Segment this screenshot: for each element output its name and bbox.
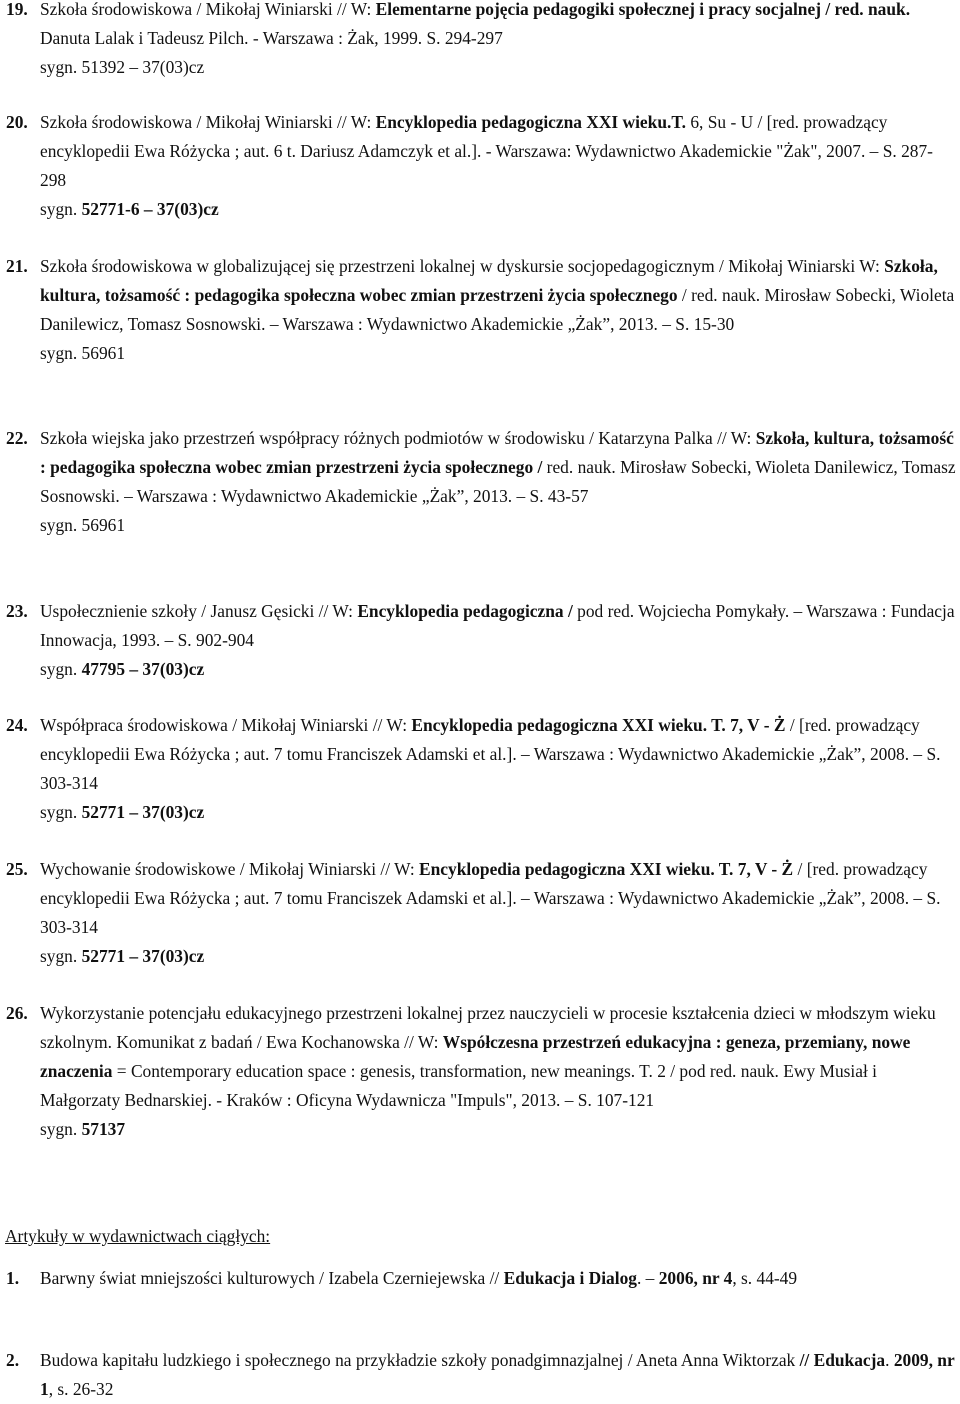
entry-source-title: Współczesna przestrzeń edukacyjna : geneza, przemiany, nowe znaczenia [40,1032,911,1081]
entry-source-title: Encyklopedia pedagogiczna XXI wieku.T. [375,112,686,132]
entry-text: Wykorzystanie potencjału edukacyjnego przestrzeni lokalnej przez nauczycieli w procesie kształcenia dzieci w młodszym wieku szkolnym. Komunikat z badań / Ewa Kochanowska // W: [40,1003,936,1052]
entry-shelfmark: sygn. 56961 [40,515,126,535]
bibliography-entry-20 [6,108,956,224]
bibliography-entry-19 [6,0,956,82]
article-entry-2: 2. Budowa kapitału ludzkiego i społecznego na przykładzie szkoły ponadgimnazjalnej / Aneta Anna Wiktorzak // Edukacja. 2009, nr 1, s. 26-32 [6,1346,956,1404]
entry-text-continued: = Contemporary education space : genesis, transformation, new meanings. T. 2 / pod red. nauk. Ewy Musiał i Małgorzaty Bednarskiej. - Kraków : Oficyna Wydawnicza "Impuls", 2013. – S. 107-121 [40,1061,877,1110]
entry-shelfmark: sygn. 51392 – 37(03)cz [40,57,205,77]
entry-text-continued: Danuta Lalak i Tadeusz Pilch. - Warszawa : Żak, 1999. S. 294-297 [40,28,503,48]
entry-number: 1. [6,1268,20,1288]
entry-number: 20. [6,112,28,132]
entry-text: Barwny świat mniejszości kulturowych / Izabela Czerniejewska // [40,1268,504,1288]
entry-pages: , s. 44-49 [732,1268,798,1288]
entry-number: 22. [6,428,28,448]
entry-text: Budowa kapitału ludzkiego i społecznego na przykładzie szkoły ponadgimnazjalnej / Aneta Anna Wiktorzak [40,1350,800,1370]
entry-shelfmark: sygn. 47795 – 37(03)cz [40,659,205,679]
entry-text-continued: / [red. prowadzący encyklopedii Ewa Różycka ; aut. 7 tomu Franciszek Adamski et al.]. – Warszawa : Wydawnictwo Akademickie „Żak”, 2008. – S. 303-314 [40,859,941,937]
entry-source-title: Szkoła, kultura, tożsamość : pedagogika społeczna wobec zmian przestrzeni życia społecznego / [40,428,954,477]
entry-source-title: Szkoła, kultura, tożsamość : pedagogika społeczna wobec zmian przestrzeni życia społecznego [40,256,938,305]
section-heading: Artykuły w wydawnictwach ciągłych: [5,1226,271,1246]
journal-issue: 2009, nr 1 [40,1350,955,1399]
entry-text-continued: red. nauk. Mirosław Sobecki, Wioleta Danilewicz, Tomasz Sosnowski. – Warszawa : Wydawnictwo Akademickie „Żak”, 2013. – S. 43-57 [40,457,956,506]
entry-number: 25. [6,859,28,879]
entry-shelfmark: sygn. 56961 [40,343,126,363]
entry-source-title: Encyklopedia pedagogiczna XXI wieku. T. 7, V - Ż [411,715,786,735]
entry-text: Uspołecznienie szkoły / Janusz Gęsicki // W: [40,601,358,621]
bibliography-entry-25 [6,855,956,971]
entry-number: 23. [6,601,28,621]
entry-pages: , s. 26-32 [48,1379,114,1399]
entry-number: 24. [6,715,28,735]
entry-shelfmark: sygn. 52771-6 – 37(03)cz [40,199,219,219]
entry-text-continued: pod red. Wojciecha Pomykały. – Warszawa : Fundacja Innowacja, 1993. – S. 902-904 [40,601,955,650]
entry-shelfmark: sygn. 52771 – 37(03)cz [40,946,205,966]
entry-text: Szkoła środowiskowa / Mikołaj Winiarski // W: [40,0,376,19]
entry-shelfmark: sygn. 57137 [40,1119,126,1139]
entry-number: 2. [6,1350,20,1370]
bibliography-entry-26 [6,999,956,1144]
entry-source-title: Encyklopedia pedagogiczna XXI wieku. T. 7, V - Ż [419,859,794,879]
bibliography-entry-21 [6,252,956,368]
journal-title: Edukacja i Dialog [503,1268,637,1288]
bibliography-entry-22 [6,424,956,540]
entry-number: 19. [6,0,28,19]
bibliography-entry-23 [6,597,956,684]
entry-number: 26. [6,1003,28,1023]
article-entry-1: 1. Barwny świat mniejszości kulturowych / Izabela Czerniejewska // Edukacja i Dialog. – 2006, nr 4, s. 44-49 [6,1264,956,1293]
entry-shelfmark: sygn. 52771 – 37(03)cz [40,802,205,822]
journal-title: // Edukacja [799,1350,886,1370]
entry-source-title: Encyklopedia pedagogiczna / [357,601,573,621]
entry-text: Szkoła środowiskowa w globalizującej się przestrzeni lokalnej w dyskursie socjopedagogicznym / Mikołaj Winiarski W: [40,256,885,276]
entry-text: Współpraca środowiskowa / Mikołaj Winiarski // W: [40,715,412,735]
entry-number: 21. [6,256,28,276]
entry-text-continued: / red. nauk. Mirosław Sobecki, Wioleta Danilewicz, Tomasz Sosnowski. – Warszawa : Wydawnictwo Akademickie „Żak”, 2013. – S. 15-30 [40,285,955,334]
entry-text-continued: / [red. prowadzący encyklopedii Ewa Różycka ; aut. 7 tomu Franciszek Adamski et al.]. – Warszawa : Wydawnictwo Akademickie „Żak”, 2008. – S. 303-314 [40,715,941,793]
entry-source-title: Elementarne pojęcia pedagogiki społecznej i pracy socjalnej / red. nauk. [375,0,911,19]
entry-text-continued: 6, Su - U / [red. prowadzący encyklopedii Ewa Różycka ; aut. 6 t. Dariusz Adamczyk et al.]. - Warszawa: Wydawnictwo Akademickie "Żak", 2007. – S. 287-298 [40,112,933,190]
bibliography-entry-24 [6,711,956,827]
entry-text: Szkoła środowiskowa / Mikołaj Winiarski // W: [40,112,376,132]
entry-text: Szkoła wiejska jako przestrzeń współpracy różnych podmiotów w środowisku / Katarzyna Palka // W: [40,428,756,448]
journal-issue: 2006, nr 4 [658,1268,733,1288]
entry-text: Wychowanie środowiskowe / Mikołaj Winiarski // W: [40,859,420,879]
